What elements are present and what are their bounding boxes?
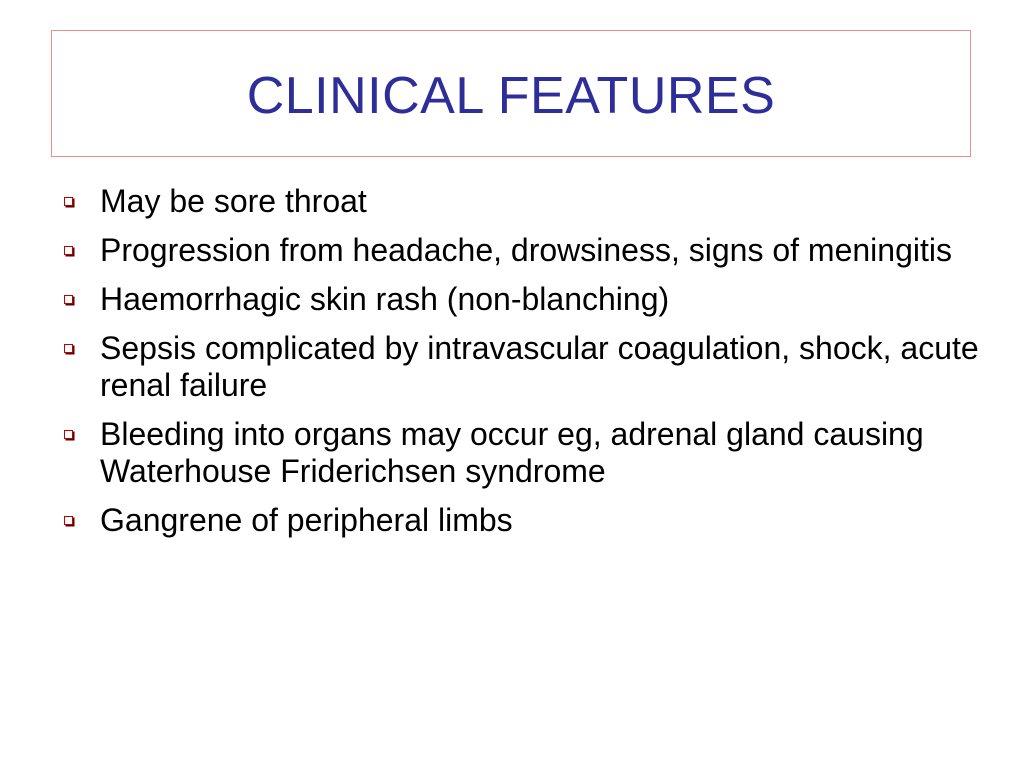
bullet-list <box>62 183 982 551</box>
square-bullet-icon <box>64 295 73 304</box>
bullet-item <box>62 330 982 404</box>
square-bullet-icon <box>64 430 73 439</box>
square-bullet-icon <box>64 197 73 206</box>
bullet-item <box>62 183 982 220</box>
bullet-item <box>62 502 982 539</box>
square-bullet-icon <box>64 516 73 525</box>
square-bullet-icon <box>64 246 73 255</box>
slide-title: CLINICAL FEATURES <box>246 66 776 125</box>
square-bullet-icon <box>64 344 73 353</box>
bullet-item <box>62 416 982 490</box>
bullet-text: Haemorrhagic skin rash (non-blanching) <box>100 281 670 317</box>
bullet-text: May be sore throat <box>100 183 367 219</box>
bullet-text: Gangrene of peripheral limbs <box>100 502 513 538</box>
bullet-text: Bleeding into organs may occur eg, adrenal gland causing Waterhouse Friderichsen syndrome <box>100 416 924 489</box>
bullet-text: Progression from headache, drowsiness, signs of meningitis <box>100 232 952 268</box>
title-box <box>51 30 971 157</box>
bullet-item <box>62 281 982 318</box>
bullet-text: Sepsis complicated by intravascular coagulation, shock, acute renal failure <box>100 330 979 403</box>
bullet-item <box>62 232 982 269</box>
